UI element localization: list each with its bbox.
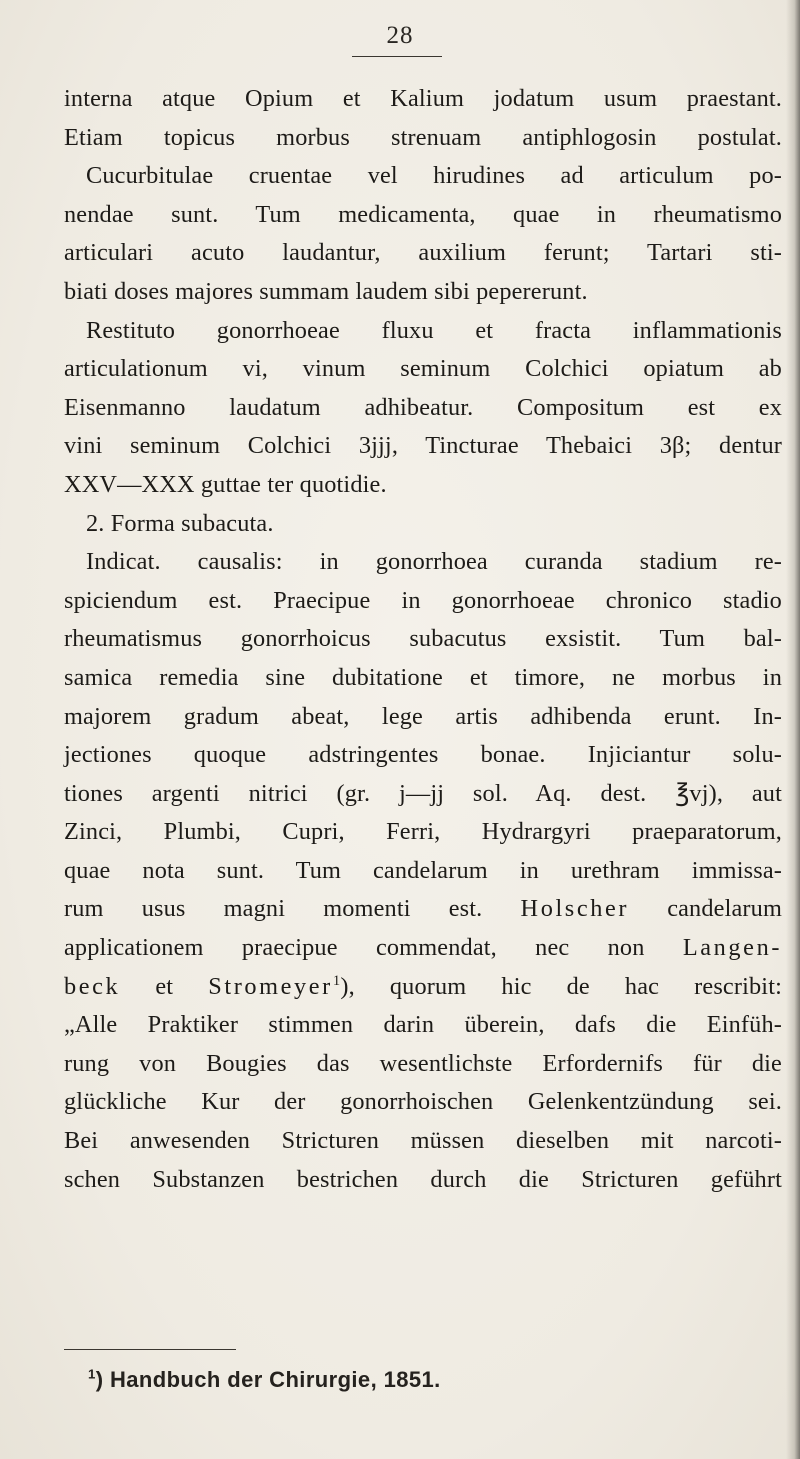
text-segment: et — [155, 972, 174, 1000]
text-line: interna atque Opium et Kalium jodatum usum praestant. — [64, 85, 782, 112]
footnote-reference: 1 — [332, 972, 341, 989]
text-line: samica remedia sine dubitatione et timore, ne morbus in — [64, 663, 782, 691]
text-line — [64, 890, 782, 929]
text-segment: candelarum — [667, 895, 783, 923]
text-segment: applicationem praecipue commendat, nec non — [64, 934, 645, 962]
text-line: majorem gradum abeat, lege artis adhibenda erunt. In- — [64, 702, 782, 730]
text-segment: rum usus magni momenti est. — [64, 895, 483, 923]
author-name-stromeyer: Stromeyer — [208, 972, 333, 1000]
text-line: Cucurbitulae cruentae vel hirudines ad articulum po- — [86, 162, 782, 190]
text-line: biati doses majores summam laudem sibi pepererunt. — [64, 277, 588, 305]
footnote — [88, 1366, 441, 1394]
footnote-marker: 1 — [88, 1366, 96, 1382]
footnote-text: ) Handbuch der Chirurgie, 1851. — [95, 1367, 441, 1392]
text-line — [64, 929, 782, 968]
page-number: 28 — [386, 22, 414, 49]
text-line — [64, 968, 782, 1007]
text-line: nendae sunt. Tum medicamenta, quae in rheumatismo — [64, 200, 782, 228]
section-heading: 2. Forma subacuta. — [86, 509, 274, 537]
author-name-langenbeck-cont: beck — [64, 972, 121, 1000]
text-line: glückliche Kur der gonorrhoischen Gelenkentzündung sei. — [64, 1088, 782, 1116]
text-line: Restituto gonorrhoeae fluxu et fracta inflammationis — [86, 316, 782, 344]
text-line: vini seminum Colchici 3jjj, Tincturae Thebaici 3β; dentur — [64, 432, 782, 460]
header-rule — [352, 56, 442, 57]
text-line: jectiones quoque adstringentes bonae. Injiciantur solu- — [64, 741, 782, 769]
author-name-langenbeck: Langen- — [682, 934, 783, 962]
text-line: spiciendum est. Praecipue in gonorrhoeae chronico stadio — [64, 586, 782, 614]
text-line: articulari acuto laudantur, auxilium ferunt; Tartari sti- — [64, 239, 782, 267]
body-text — [64, 80, 782, 1199]
page-edge-shadow — [786, 0, 800, 1459]
text-line: Eisenmanno laudatum adhibeatur. Compositum est ex — [64, 393, 782, 421]
text-line: quae nota sunt. Tum candelarum in urethram immissa- — [64, 856, 782, 884]
text-line: rung von Bougies das wesentlichste Erfordernifs für die — [64, 1049, 782, 1077]
text-line: „Alle Praktiker stimmen darin überein, dafs die Einfüh- — [64, 1011, 782, 1039]
text-segment: ), quorum hic de hac rescribit: — [340, 972, 782, 1000]
footnote-rule — [64, 1349, 236, 1350]
text-line: Bei anwesenden Stricturen müssen dieselben mit narcoti- — [64, 1127, 782, 1155]
text-line: Etiam topicus morbus strenuam antiphlogosin postulat. — [64, 123, 782, 151]
text-line: Indicat. causalis: in gonorrhoea curanda stadium re- — [86, 548, 782, 576]
text-line: tiones argenti nitrici (gr. j—jj sol. Aq. dest. ℥vj), aut — [64, 779, 782, 807]
text-line: articulationum vi, vinum seminum Colchici opiatum ab — [64, 355, 782, 383]
text-line: rheumatismus gonorrhoicus subacutus exsistit. Tum bal- — [64, 625, 782, 653]
text-line: Zinci, Plumbi, Cupri, Ferri, Hydrargyri praeparatorum, — [64, 818, 782, 846]
author-name-holscher: Holscher — [520, 895, 630, 923]
text-line: XXV—XXX guttae ter quotidie. — [64, 470, 387, 498]
text-line: schen Substanzen bestrichen durch die Stricturen geführt — [64, 1165, 782, 1193]
